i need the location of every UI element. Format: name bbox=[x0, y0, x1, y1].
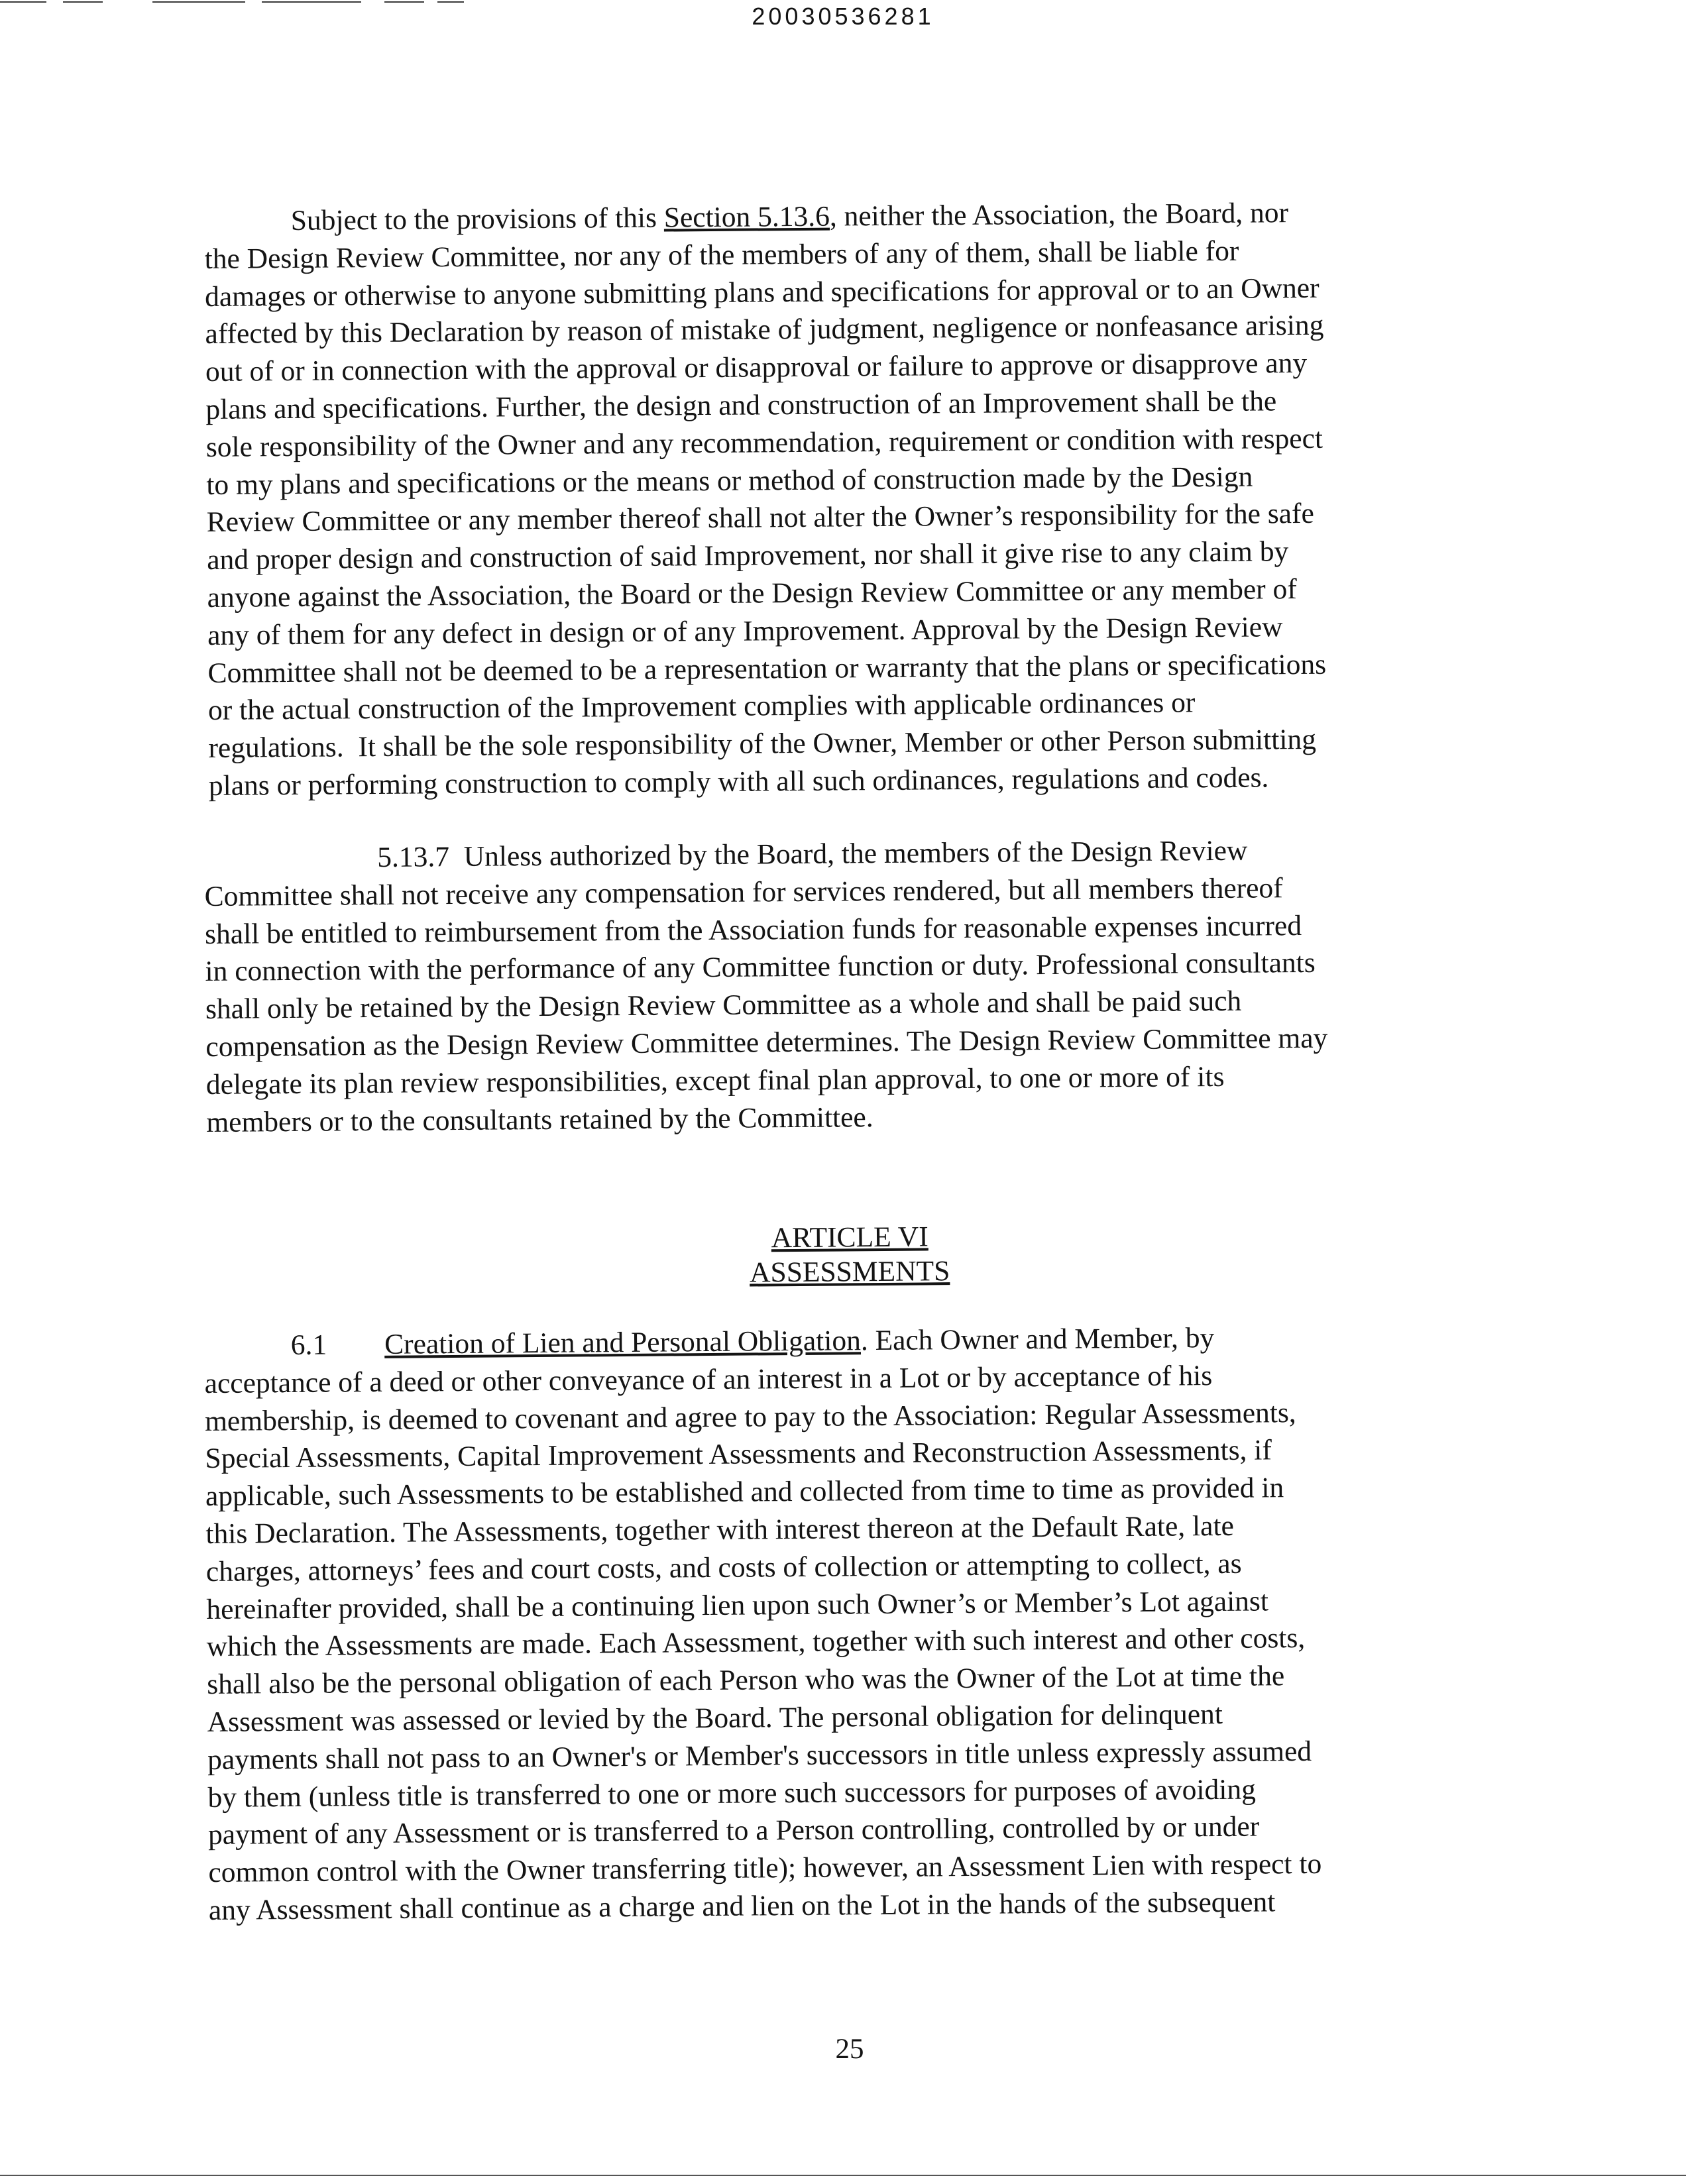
paragraph-1-body: , neither the Association, the Board, nor the Design Review Committee, nor any of the members of any of them, shall be liable for damages or otherwise to anyone submitting plans and specifications for approval or to an Owner affected by this Declaration by reason of mistake of judgment, negligence or nonfeasance arising out of or in connection with the approval or disapproval or failure to approve or disapprove any plans and specifications. Further, the design and construction of an Improvement shall be the sole responsibility of the Owner and any recommendation, requirement or condition with respect to my plans and specifications or the means or method of construction made by the Design Review Committee or any member thereof shall not alter the Owner’s responsibility for the safe and proper design and construction of said Improvement, nor shall it give rise to any claim by anyone against the Association, the Board or the Design Review Committee or any member of any of them for any defect in design or of any Improvement. Approval by the Design Review Committee shall not be deemed to be a representation or warranty that the plans or specifications or the actual construction of the Improvement complies with applicable ordinances or regulations. It shall be the sole responsibility of the Owner, Member or other Person submitting plans or performing construction to comply with all such ordinances, regulations and codes. bbox=[204, 197, 1327, 802]
bottom-scan-rule bbox=[0, 2175, 1686, 2176]
paragraph-1-lead: Subject to the provisions of this bbox=[204, 201, 664, 237]
document-number: 20030536281 bbox=[752, 3, 934, 30]
paragraph-6-1-creation-of-lien bbox=[204, 1315, 1686, 1929]
section-6-1-title: Creation of Lien and Personal Obligation bbox=[384, 1325, 862, 1360]
paragraph-subject-to-provisions bbox=[204, 191, 1686, 804]
section-reference-link: Section 5.13.6 bbox=[663, 200, 830, 234]
section-6-1-number: 6.1 bbox=[204, 1328, 385, 1362]
article-title-heading: ASSESSMENTS bbox=[749, 1255, 950, 1289]
article-number-heading: ARTICLE VI bbox=[771, 1221, 928, 1254]
page-number: 25 bbox=[835, 2034, 864, 2065]
paragraph-3-body: . Each Owner and Member, by acceptance of a deed or other conveyance of an interest in a Lot or by acceptance of his membership, is deemed to covenant and agree to pay to the Association: Regular Assessments, Special Assessments, Capital Improvement Assessments and Reconstruction Assessments, if applicable, such Assessments to be established and collected from time to time as provided in this Declaration. The Assessments, together with interest thereon at the Default Rate, late charges, attorneys’ fees and court costs, and costs of collection or attempting to collect, as hereinafter provided, shall be a continuing lien upon such Owner’s or Member’s Lot against which the Assessments are made. Each Assessment, together with such interest and other costs, shall also be the personal obligation of each Person who was the Owner of the Lot at time the Assessment was assessed or levied by the Board. The personal obligation for delinquent payments shall not pass to an Owner's or Member's successors in title unless expressly assumed by them (unless title is transferred to one or more such successors for purposes of avoiding payment of any Assessment or is transferred to a Person controlling, controlled by or under common control with the Owner transferring title); however, an Assessment Lien with respect to any Assessment shall continue as a charge and lien on the Lot in the hands of the subsequent bbox=[204, 1322, 1322, 1926]
paragraph-5-13-7 bbox=[204, 828, 1684, 1141]
paragraph-2-body: 5.13.7 Unless authorized by the Board, the members of the Design Review Committee shall not receive any compensation for services rendered, but all members thereof shall be entitled to reimbursement from the Association funds for reasonable expenses incurred in connection with the performance of any Committee function or duty. Professional consultants shall only be retained by the Design Review Committee as a whole and shall be paid such compensation as the Design Review Committee determines. The Design Review Committee may delegate its plan review responsibilities, except final plan approval, to one or more of its members or to the consultants retained by the Committee. bbox=[204, 834, 1328, 1138]
